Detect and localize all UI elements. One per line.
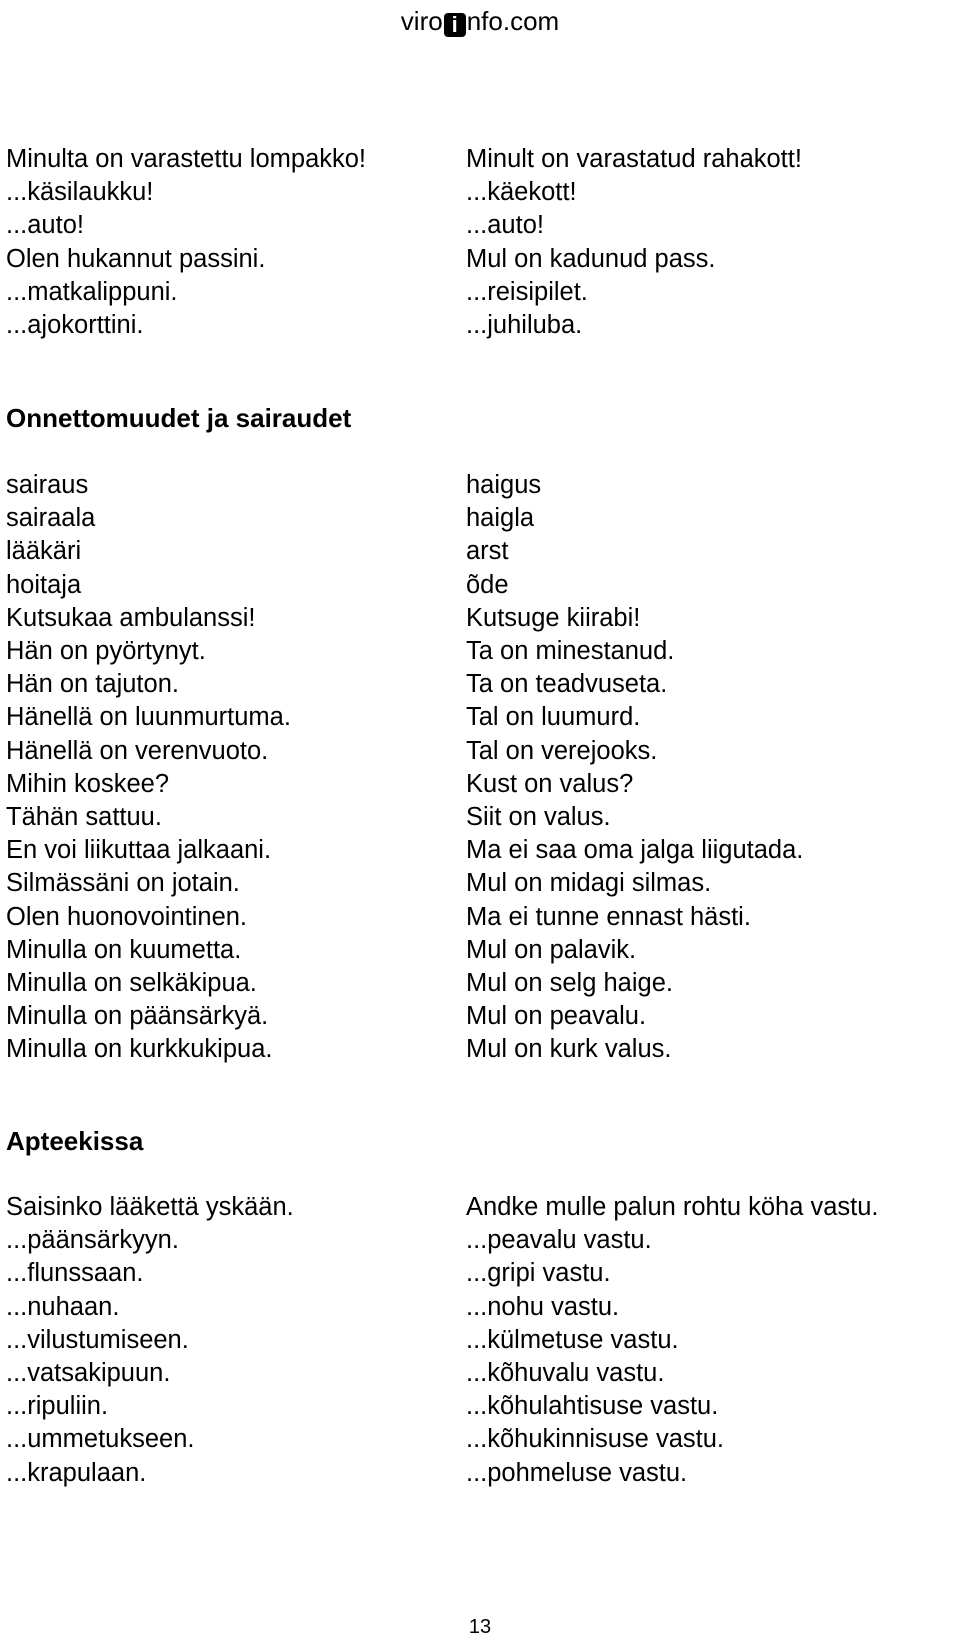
- phrase-row: [6, 934, 956, 967]
- finnish-phrase: ...krapulaan.: [6, 1458, 147, 1487]
- phrase-row: [6, 276, 956, 309]
- finnish-phrase: En voi liikuttaa jalkaani.: [6, 836, 272, 865]
- phrase-row: [6, 668, 956, 701]
- phrase-row: [6, 209, 956, 242]
- finnish-phrase: lääkäri: [6, 537, 82, 566]
- estonian-phrase: arst: [466, 537, 509, 566]
- estonian-phrase: õde: [466, 570, 509, 599]
- estonian-phrase: Mul on selg haige.: [466, 969, 673, 998]
- finnish-phrase: Minulla on päänsärkyä.: [6, 1002, 269, 1031]
- estonian-phrase: ...gripi vastu.: [466, 1259, 611, 1288]
- finnish-phrase: ...vatsakipuun.: [6, 1359, 171, 1388]
- estonian-phrase: ...külmetuse vastu.: [466, 1325, 679, 1354]
- phrase-row: [6, 602, 956, 635]
- estonian-phrase: ...nohu vastu.: [466, 1292, 620, 1321]
- phrase-row: [6, 867, 956, 900]
- estonian-phrase: Mul on kadunud pass.: [466, 244, 716, 273]
- phrase-row: [6, 1033, 956, 1066]
- page-number: 13: [468, 1616, 492, 1638]
- phrase-row: [6, 801, 956, 834]
- phrase-row: [6, 535, 956, 568]
- estonian-phrase: Mul on peavalu.: [466, 1002, 647, 1031]
- phrase-row: [6, 1423, 956, 1456]
- theft-phrase-list: [6, 143, 956, 342]
- section-title-accidents: Onnettomuudet ja sairaudet: [6, 403, 352, 433]
- estonian-phrase: Siit on valus.: [466, 803, 611, 832]
- estonian-phrase: Kust on valus?: [466, 769, 634, 798]
- finnish-phrase: Hänellä on verenvuoto.: [6, 736, 269, 765]
- finnish-phrase: Olen huonovointinen.: [6, 902, 248, 931]
- phrase-row: [6, 1390, 956, 1423]
- finnish-phrase: Minulla on kuumetta.: [6, 935, 242, 964]
- estonian-phrase: ...peavalu vastu.: [466, 1226, 652, 1255]
- estonian-phrase: Ma ei saa oma jalga liigutada.: [466, 836, 804, 865]
- phrase-row: [6, 502, 956, 535]
- estonian-phrase: haigla: [466, 504, 535, 533]
- estonian-phrase: Andke mulle palun rohtu köha vastu.: [466, 1193, 879, 1221]
- phrase-row: [6, 1224, 956, 1257]
- finnish-phrase: ...nuhaan.: [6, 1292, 120, 1321]
- phrase-row: [6, 469, 956, 502]
- finnish-phrase: sairaala: [6, 504, 96, 533]
- finnish-phrase: Hän on tajuton.: [6, 670, 179, 699]
- finnish-phrase: Minulta on varastettu lompakko!: [6, 145, 367, 173]
- estonian-phrase: Minult on varastatud rahakott!: [466, 145, 802, 173]
- finnish-phrase: sairaus: [6, 471, 89, 499]
- finnish-phrase: ...flunssaan.: [6, 1259, 144, 1288]
- accidents-phrase-list: [6, 469, 956, 1067]
- estonian-phrase: Ta on minestanud.: [466, 637, 675, 666]
- estonian-phrase: Mul on palavik.: [466, 935, 637, 964]
- estonian-phrase: Mul on kurk valus.: [466, 1035, 672, 1064]
- phrase-row: [6, 176, 956, 209]
- pharmacy-phrase-list: [6, 1191, 956, 1490]
- phrase-row: [6, 1191, 956, 1224]
- estonian-phrase: Mul on midagi silmas.: [466, 869, 712, 898]
- finnish-phrase: Kutsukaa ambulanssi!: [6, 603, 256, 632]
- phrase-row: [6, 569, 956, 602]
- section-title-pharmacy: Apteekissa: [6, 1126, 144, 1156]
- estonian-phrase: ...kõhuvalu vastu.: [466, 1359, 665, 1388]
- estonian-phrase: Ma ei tunne ennast hästi.: [466, 902, 751, 931]
- estonian-phrase: ...juhiluba.: [466, 311, 583, 340]
- finnish-phrase: Olen hukannut passini.: [6, 244, 266, 273]
- phrase-row: [6, 143, 956, 176]
- finnish-phrase: Minulla on kurkkukipua.: [6, 1035, 273, 1064]
- estonian-phrase: Tal on verejooks.: [466, 736, 658, 765]
- estonian-phrase: ...kõhukinnisuse vastu.: [466, 1425, 724, 1454]
- site-header: [0, 6, 960, 37]
- finnish-phrase: ...ummetukseen.: [6, 1425, 195, 1454]
- site-name-right: nfo.com: [466, 6, 560, 36]
- finnish-phrase: ...käsilaukku!: [6, 178, 154, 207]
- phrase-row: [6, 1291, 956, 1324]
- phrase-row: [6, 1457, 956, 1490]
- finnish-phrase: ...vilustumiseen.: [6, 1325, 189, 1354]
- finnish-phrase: Saisinko lääkettä yskään.: [6, 1193, 294, 1221]
- estonian-phrase: Tal on luumurd.: [466, 703, 641, 732]
- phrase-row: [6, 1257, 956, 1290]
- phrase-row: [6, 309, 956, 342]
- finnish-phrase: ...matkalippuni.: [6, 277, 178, 306]
- phrase-row: [6, 635, 956, 668]
- phrase-row: [6, 967, 956, 1000]
- phrase-row: [6, 243, 956, 276]
- phrase-row: [6, 1357, 956, 1390]
- finnish-phrase: ...ajokorttini.: [6, 311, 144, 340]
- phrase-row: [6, 768, 956, 801]
- phrase-row: [6, 735, 956, 768]
- estonian-phrase: Ta on teadvuseta.: [466, 670, 668, 699]
- finnish-phrase: ...päänsärkyyn.: [6, 1226, 179, 1255]
- phrase-row: [6, 834, 956, 867]
- phrase-row: [6, 901, 956, 934]
- finnish-phrase: hoitaja: [6, 570, 82, 599]
- finnish-phrase: Hän on pyörtynyt.: [6, 637, 206, 666]
- estonian-phrase: ...auto!: [466, 211, 544, 240]
- site-name-left: viro: [400, 6, 443, 36]
- info-icon: i: [444, 13, 466, 37]
- estonian-phrase: Kutsuge kiirabi!: [466, 603, 641, 632]
- phrase-row: [6, 1000, 956, 1033]
- finnish-phrase: ...auto!: [6, 211, 84, 240]
- estonian-phrase: ...pohmeluse vastu.: [466, 1458, 688, 1487]
- finnish-phrase: ...ripuliin.: [6, 1392, 109, 1421]
- finnish-phrase: Silmässäni on jotain.: [6, 869, 240, 898]
- finnish-phrase: Minulla on selkäkipua.: [6, 969, 257, 998]
- phrase-row: [6, 1324, 956, 1357]
- phrase-row: [6, 701, 956, 734]
- estonian-phrase: ...reisipilet.: [466, 277, 588, 306]
- estonian-phrase: ...käekott!: [466, 178, 577, 207]
- finnish-phrase: Hänellä on luunmurtuma.: [6, 703, 291, 732]
- finnish-phrase: Tähän sattuu.: [6, 803, 162, 832]
- estonian-phrase: ...kõhulahtisuse vastu.: [466, 1392, 719, 1421]
- estonian-phrase: haigus: [466, 471, 542, 499]
- finnish-phrase: Mihin koskee?: [6, 769, 169, 798]
